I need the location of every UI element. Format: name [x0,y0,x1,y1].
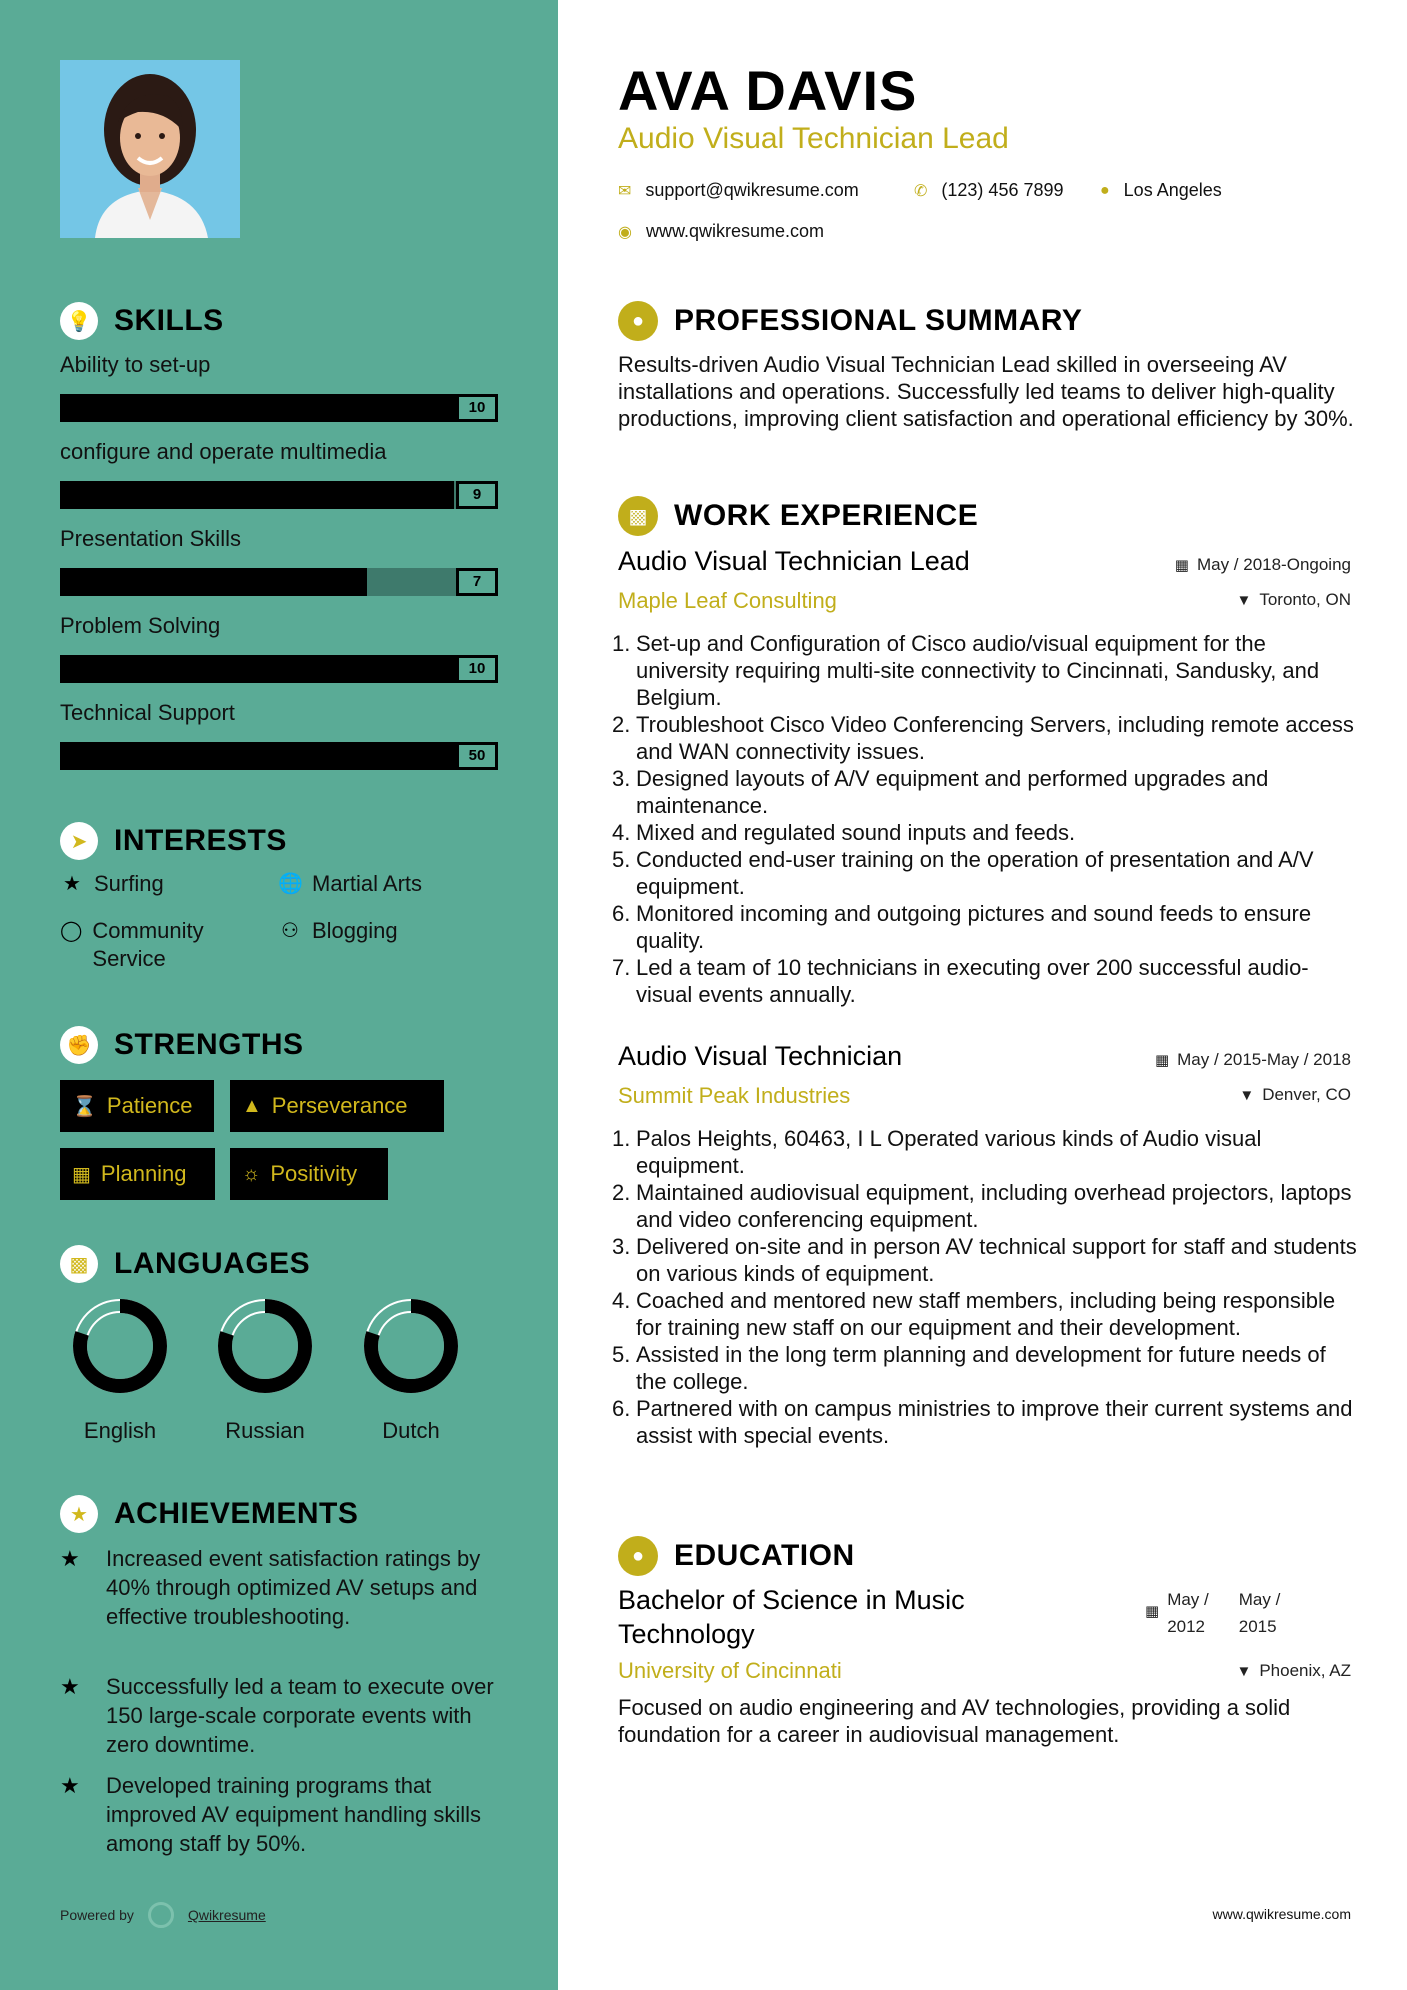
interest-item: ★ Surfing [60,870,164,898]
contact-phone: ✆ (123) 456 7899 [914,180,1064,200]
job-location: ▼ Denver, CO [1239,1085,1351,1104]
job-duties [612,1125,1358,1449]
languages-title: LANGUAGES [114,1247,311,1280]
skill-label: Technical Support [60,700,235,725]
strength-badge: ▲ Perseverance [230,1080,444,1132]
hikers-icon: ▲ [242,1094,262,1117]
calendar-icon: ▦ [1154,1052,1170,1069]
job-company: Maple Leaf Consulting [618,588,837,613]
sidebar [0,0,558,1990]
strengths-heading [60,1026,304,1064]
main-content [558,0,1407,1990]
skill-bar [60,481,498,509]
fist-icon: ✊ [60,1026,98,1064]
skill-bar [60,655,498,683]
job-dates: ▦ May / 2015-May / 2018 [1154,1050,1351,1069]
degree-title: Bachelor of Science in Music Technology [618,1585,965,1649]
interests-heading [60,822,287,860]
list-item: 1. Palos Heights, 60463, I L Operated various kinds of Audio visual equipment. [612,1126,1262,1178]
interests-title: INTERESTS [114,824,287,857]
job-dates: ▦ May / 2018-Ongoing [1174,555,1351,574]
strength-badge: ☼ Positivity [230,1148,388,1200]
calendar-icon: ▦ [72,1163,91,1186]
experience-heading [618,496,978,536]
users-icon: ⚇ [281,920,299,942]
phone-icon: ✆ [914,182,928,200]
education-heading [618,1536,855,1576]
skill-value: 10 [456,394,498,422]
skills-heading [60,302,224,340]
skill-value: 50 [456,742,498,770]
interest-item: ⚇ Blogging [278,917,398,945]
pushpin-icon: ▼ [1236,1662,1252,1680]
globe-icon: ◉ [618,223,632,241]
qwikresume-logo-icon [148,1902,174,1928]
skill-item [60,613,498,683]
interest-item: ◯ Community Service [60,918,204,971]
list-item: 6. Monitored incoming and outgoing pictures and sound feeds to ensure quality. [612,901,1312,953]
envelope-icon: ✉ [618,182,632,200]
calendar-icon: ▦ [1174,557,1189,574]
summary-heading [618,301,1082,341]
paper-plane-icon: ➤ [60,822,98,860]
pushpin-icon: ▼ [1239,1086,1255,1104]
summary-text: Results-driven Audio Visual Technician Lead skilled in overseeing AV installations and operations. Successfully led teams to deliver high-quality productions, improving client satisfaction and operational efficiency by 30%. [618,352,1354,431]
skill-label: Presentation Skills [60,526,241,551]
footer-url[interactable]: www.qwikresume.com [1212,1906,1351,1922]
language-label: English [83,1418,157,1443]
languages-heading [60,1245,310,1283]
contact-location: ● Los Angeles [1100,180,1222,200]
experience-title: WORK EXPERIENCE [674,499,979,532]
star-icon: ★ [63,873,81,895]
achievements-heading [60,1495,358,1533]
language-label: Dutch [382,1418,440,1443]
qwikresume-link[interactable]: Qwikresume [187,1907,266,1923]
achievement-item: ★ Successfully led a team to execute over 150 large-scale corporate events with zero downtime. [60,1674,494,1757]
language-item [210,1298,320,1444]
graduate-icon: ● [618,1536,658,1576]
language-ring [72,1298,168,1394]
job-company: Summit Peak Industries [618,1083,851,1108]
strength-badge: ⌛ Patience [60,1080,214,1132]
skill-bar [60,394,498,422]
list-item: 1. Set-up and Configuration of Cisco audio/visual equipment for the university requiring multi-site connectivity to Cincinnati, Sandusky, and Belgium. [612,631,1320,710]
star-badge-icon: ★ [60,1495,98,1533]
calendar-icon: ▦ [1145,1603,1160,1620]
list-item: 6. Partnered with on campus ministries to improve their current systems and assist with special events. [612,1396,1353,1448]
candidate-name: AVA DAVIS [618,59,918,122]
language-ring [363,1298,459,1394]
language-ring [217,1298,313,1394]
achievements-title: ACHIEVEMENTS [114,1497,359,1530]
skill-label: Problem Solving [60,613,221,638]
skill-label: configure and operate multimedia [60,439,387,464]
skill-value: 10 [456,655,498,683]
pushpin-icon: ▼ [1236,591,1252,609]
contact-email: ✉ support@qwikresume.com [618,180,859,200]
star-icon: ★ [60,1674,80,1699]
user-icon: ● [618,301,658,341]
hourglass-icon: ⌛ [72,1095,97,1118]
language-item [65,1298,175,1444]
list-item: 7. Led a team of 10 technicians in executing over 200 successful audio-visual events annually. [612,955,1309,1007]
skill-bar [60,568,498,596]
achievement-item: ★ Increased event satisfaction ratings by 40% through optimized AV setups and effective troubleshooting. [60,1546,481,1629]
skill-item [60,352,498,422]
list-item: 5. Assisted in the long term planning and development for future needs of the college. [612,1342,1326,1394]
list-item: 4. Coached and mentored new staff members, including being responsible for training new staff on our equipment and their development. [612,1288,1336,1340]
translate-icon: ▩ [60,1245,98,1283]
job-duties [612,630,1358,1008]
list-item: 2. Troubleshoot Cisco Video Conferencing Servers, including remote access and WAN connectivity issues. [612,712,1354,764]
contact-website: ◉ www.qwikresume.com [618,221,825,241]
list-item: 5. Conducted end-user training on the operation of presentation and A/V equipment. [612,847,1314,899]
achievement-item: ★ Developed training programs that improved AV equipment handling skills among staff by 50%. [60,1773,482,1856]
job-title: Audio Visual Technician [618,1041,903,1071]
skill-item [60,526,498,596]
skill-item [60,700,498,770]
summary-title: PROFESSIONAL SUMMARY [674,304,1083,337]
powered-by: Powered by Qwikresume [60,1902,266,1928]
list-item: 2. Maintained audiovisual equipment, including overhead projectors, laptops and video conferencing equipment. [612,1180,1352,1232]
education-location: ▼ Phoenix, AZ [1236,1661,1351,1680]
map-marker-icon: ● [1100,181,1110,199]
education-title: EDUCATION [674,1539,855,1572]
skill-value: 7 [456,568,498,596]
skill-value: 9 [456,481,498,509]
star-icon: ★ [60,1773,80,1798]
language-item [356,1298,466,1444]
list-item: 3. Delivered on-site and in person AV technical support for staff and students on various kinds of equipment. [612,1234,1357,1286]
strength-badge: ▦ Planning [60,1148,215,1200]
list-item: 3. Designed layouts of A/V equipment and performed upgrades and maintenance. [612,766,1269,818]
job-location: ▼ Toronto, ON [1236,590,1351,609]
star-icon: ★ [60,1546,80,1571]
skill-item [60,439,498,509]
interest-item: 🌐 Martial Arts [278,871,423,896]
education-description: Focused on audio engineering and AV technologies, providing a solid foundation for a career in audiovisual management. [618,1695,1291,1747]
sun-icon: ☼ [242,1162,261,1185]
shield-icon: ◯ [60,920,83,942]
chair-icon: ▩ [618,496,658,536]
profile-photo [60,60,240,238]
education-dates: ▦ May / 2012 May / 2015 [1145,1586,1280,1640]
skill-bar [60,742,498,770]
language-label: Russian [225,1418,305,1443]
globe-icon: 🌐 [278,873,303,895]
list-item: 4. Mixed and regulated sound inputs and feeds. [612,820,1076,845]
skill-label: Ability to set-up [60,352,211,377]
lightbulb-icon: 💡 [60,302,98,340]
job-title: Audio Visual Technician Lead [618,546,970,576]
strengths-title: STRENGTHS [114,1028,304,1061]
school-name: University of Cincinnati [618,1658,842,1683]
candidate-role: Audio Visual Technician Lead [618,122,1009,155]
skills-title: SKILLS [114,304,224,337]
